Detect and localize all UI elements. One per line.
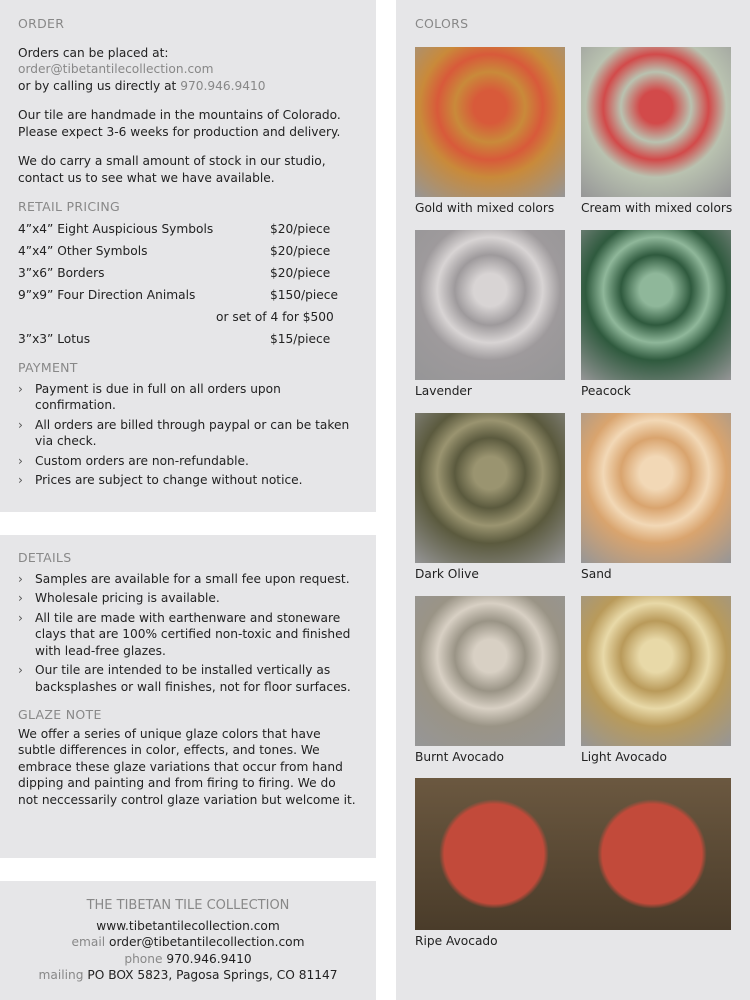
details-list xyxy=(18,571,358,696)
glaze-text: We offer a series of unique glaze colors that have subtle differences in color, effects, and tones. We embrace these glaze variations that occur from hand dipping and painting and from firing to firing. We do not neccessarily control glaze variation but welcome it. xyxy=(18,726,356,807)
price-item-price: $20/piece xyxy=(270,265,331,280)
payment-item: › Prices are subject to change without notice. xyxy=(18,472,358,489)
footer-mailing xyxy=(0,967,376,984)
order-heading: ORDER xyxy=(18,16,65,31)
retail-heading: RETAIL PRICING xyxy=(18,199,120,214)
tile-caption: Lavender xyxy=(415,384,472,398)
price-item-name: 3”x6” Borders xyxy=(18,265,105,280)
tile-caption: Light Avocado xyxy=(581,750,667,764)
tile-caption: Gold with mixed colors xyxy=(415,201,555,215)
footer-panel xyxy=(0,881,376,1000)
price-row xyxy=(18,243,358,260)
order-phone[interactable]: 970.946.9410 xyxy=(180,78,266,93)
details-panel xyxy=(0,535,376,858)
order-intro: Orders can be placed at: xyxy=(18,45,169,60)
set-price-note: or set of 4 for $500 xyxy=(216,309,334,324)
footer-email-link[interactable]: order@tibetantilecollection.com xyxy=(109,935,305,949)
details-item: › Samples are available for a small fee upon request. xyxy=(18,571,358,588)
price-item-name: 3”x3” Lotus xyxy=(18,331,91,346)
price-item-price: $15/piece xyxy=(270,331,331,346)
tile-image xyxy=(581,230,731,380)
handmade-note: Our tile are handmade in the mountains of Colorado. Please expect 3-6 weeks for production and delivery. xyxy=(18,108,341,139)
tile-caption: Peacock xyxy=(581,384,631,398)
footer-email xyxy=(0,934,376,951)
payment-item: › Custom orders are non-refundable. xyxy=(18,453,358,470)
tile-image xyxy=(581,47,731,197)
payment-list xyxy=(18,381,358,489)
details-item: › All tile are made with earthenware and stoneware clays that are 100% certified non-toxic and finished with lead-free glazes. xyxy=(18,610,358,660)
price-item-name: 4”x4” Other Symbols xyxy=(18,243,148,258)
tile-image xyxy=(415,230,565,380)
price-item-name: 4”x4” Eight Auspicious Symbols xyxy=(18,221,214,236)
payment-item: › All orders are billed through paypal or can be taken via check. xyxy=(18,417,358,450)
mailing-label: mailing xyxy=(38,968,84,982)
price-row xyxy=(18,265,358,282)
email-label: email xyxy=(71,935,106,949)
payment-item: › Payment is due in full on all orders upon confirmation. xyxy=(18,381,358,414)
price-item-price: $150/piece xyxy=(270,287,338,302)
website-link[interactable]: www.tibetantilecollection.com xyxy=(96,918,280,933)
tile-caption: Ripe Avocado xyxy=(415,934,498,948)
tile-image xyxy=(415,596,565,746)
footer-phone xyxy=(0,951,376,968)
tile-caption: Burnt Avocado xyxy=(415,750,504,764)
order-contact xyxy=(18,45,358,95)
tile-image xyxy=(415,778,731,930)
price-row xyxy=(18,287,358,304)
price-item-price: $20/piece xyxy=(270,221,331,236)
tile-caption: Dark Olive xyxy=(415,567,479,581)
footer-phone-value: 970.946.9410 xyxy=(166,951,252,966)
call-prefix: or by calling us directly at xyxy=(18,78,181,93)
company-name: THE TIBETAN TILE COLLECTION xyxy=(86,898,290,913)
tile-image xyxy=(415,413,565,563)
order-email-link[interactable]: order@tibetantilecollection.com xyxy=(18,62,214,76)
details-item: › Wholesale pricing is available. xyxy=(18,590,358,607)
tile-caption: Cream with mixed colors xyxy=(581,201,733,215)
tile-caption: Sand xyxy=(581,567,612,581)
details-item: › Our tile are intended to be installed vertically as backsplashes or wall finishes, not for floor surfaces. xyxy=(18,662,358,695)
details-heading: DETAILS xyxy=(18,550,72,565)
price-item-name: 9”x9” Four Direction Animals xyxy=(18,287,196,302)
payment-heading: PAYMENT xyxy=(18,360,78,375)
retail-price-list xyxy=(18,221,358,348)
order-panel xyxy=(0,0,376,512)
phone-label: phone xyxy=(124,951,163,966)
colors-heading: COLORS xyxy=(415,16,469,31)
colors-panel xyxy=(396,0,750,1000)
stock-note: We do carry a small amount of stock in our studio, contact us to see what we have available. xyxy=(18,154,326,185)
price-row xyxy=(18,221,358,238)
price-row xyxy=(18,331,358,348)
glaze-heading: GLAZE NOTE xyxy=(18,707,102,722)
tile-image xyxy=(415,47,565,197)
mailing-address: PO BOX 5823, Pagosa Springs, CO 81147 xyxy=(87,968,338,982)
price-item-price: $20/piece xyxy=(270,243,331,258)
tile-image xyxy=(581,413,731,563)
tile-image xyxy=(581,596,731,746)
